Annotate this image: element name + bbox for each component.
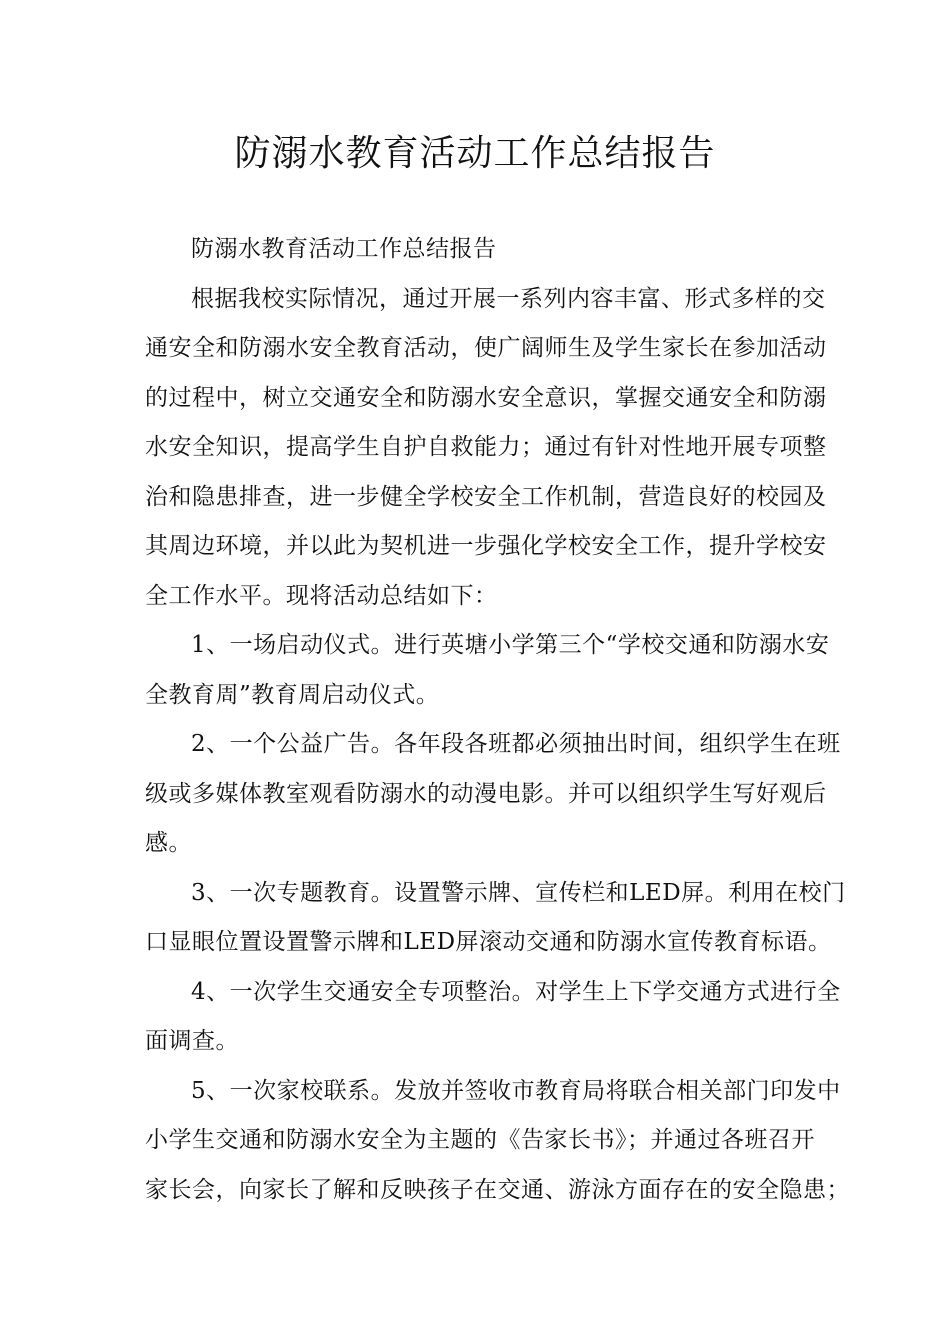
- body-line: 治和隐患排查，进一步健全学校安全工作机制，营造良好的校园及: [145, 483, 827, 510]
- body-line: 1、一场启动仪式。进行英塘小学第三个“学校交通和防溺水安: [191, 632, 830, 658]
- body-line: 2、一个公益广告。各年段各班都必须抽出时间，组织学生在班: [191, 731, 841, 757]
- body-line: 口显眼位置设置警示牌和LED屏滚动交通和防溺水宣传教育标语。: [145, 929, 832, 955]
- body-line: 其周边环境，并以此为契机进一步强化学校安全工作，提升学校安: [145, 533, 827, 559]
- body-line: 通安全和防溺水安全教育活动，使广阔师生及学生家长在参加活动: [145, 335, 827, 361]
- body-line: 感。: [145, 830, 192, 856]
- body-line: 级或多媒体教室观看防溺水的动漫电影。并可以组织学生写好观后: [145, 780, 827, 807]
- body-line: 小学生交通和防溺水安全为主题的《告家长书》；并通过各班召开: [145, 1127, 815, 1153]
- body-line: 3、一次专题教育。设置警示牌、宣传栏和LED屏。利用在校门: [191, 879, 846, 906]
- document-title: 防溺水教育活动工作总结报告: [234, 133, 716, 174]
- body-line: 面调查。: [145, 1028, 239, 1054]
- body-line: 全工作水平。现将活动总结如下：: [145, 582, 498, 609]
- document-body: [145, 225, 850, 1215]
- body-line: 水安全知识，提高学生自护自救能力；通过有针对性地开展专项整: [145, 434, 827, 460]
- body-line: 根据我校实际情况，通过开展一系列内容丰富、形式多样的交: [191, 285, 826, 312]
- body-line: 的过程中，树立交通安全和防溺水安全意识，掌握交通安全和防溺: [145, 384, 827, 411]
- body-line: 4、一次学生交通安全专项整治。对学生上下学交通方式进行全: [191, 978, 841, 1005]
- body-line: 全教育周”教育周启动仪式。: [145, 681, 440, 708]
- body-line: 5、一次家校联系。发放并签收市教育局将联合相关部门印发中: [191, 1077, 841, 1104]
- body-line: 防溺水教育活动工作总结报告: [191, 236, 497, 262]
- body-line: 家长会，向家长了解和反映孩子在交通、游泳方面存在的安全隐患；: [145, 1176, 850, 1203]
